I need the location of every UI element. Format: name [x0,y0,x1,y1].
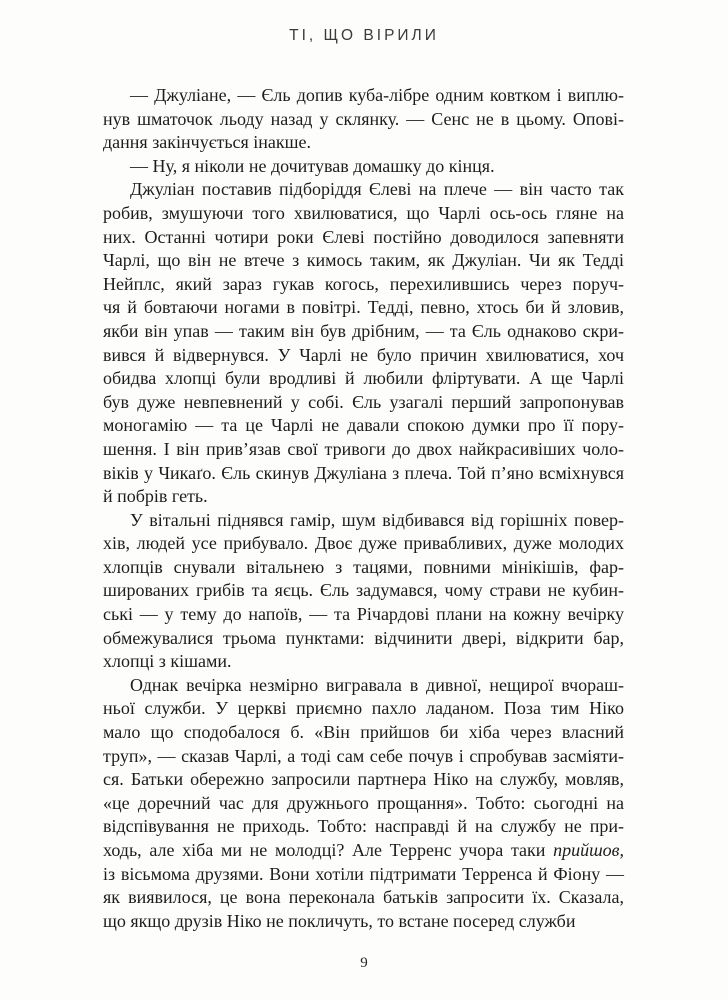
text-line [103,674,624,698]
text-line [103,697,624,721]
text-line [103,532,624,556]
text-line [103,391,624,415]
paragraph [103,509,624,674]
text-line [103,178,624,202]
text-line [103,839,624,863]
text-run: Джуліан поставив підборіддя Єлеві на плече — він часто так [130,179,624,200]
text-line [103,320,624,344]
text-line [103,627,624,651]
text-run: ся. Батьки обережно запросили партнера Ніко на службу, мовляв, [103,769,624,790]
text-run: із вісьмома друзями. Вони хотіли підтримати Терренса й Фіону — [103,863,624,884]
text-run: робив, змушуючи того хвилюватися, що Чарлі ось-ось гляне на [103,202,624,223]
text-line [103,863,624,887]
text-line [103,910,624,934]
text-run: — Ну, я ніколи не дочитував домашку до кінця. [130,155,495,176]
text-line [103,108,624,132]
paragraph [103,178,624,508]
text-run: них. Останні чотири роки Єлеві постійно доводилося запевняти [103,226,624,247]
text-line [103,815,624,839]
text-line [103,886,624,910]
text-line [103,367,624,391]
text-run: «це доречний час для дружнього прощання». Тобто: сьогодні на [103,792,624,813]
text-line [103,721,624,745]
text-line [103,84,624,108]
text-run: що якщо друзів Ніко не покличуть, то встане посеред служби [103,910,576,931]
text-line [103,296,624,320]
text-line [103,155,624,179]
text-run: як виявилося, це вона переконала батьків запросити їх. Сказала, [103,887,624,908]
text-line [103,650,624,674]
page-number: 9 [360,955,368,971]
text-run: хів, людей усе прибувало. Двоє дуже привабливих, дуже молодих [103,533,624,554]
text-run: шення. І він прив’язав свої тривоги до двох найкрасивіших чоло- [103,438,624,459]
text-run: чя й бовтаючи ногами в повітрі. Тедді, певно, хтось би й зловив, [103,297,624,318]
text-run: ходь, але хіба ми не молодці? Але Терренс учора таки [103,840,554,860]
text-line [103,344,624,368]
text-line [103,768,624,792]
text-run: хлопців снували вітальнею з тацями, повними мінікішів, фар- [103,556,624,577]
text-line [103,414,624,438]
text-line [103,202,624,226]
text-line [103,556,624,580]
text-run: вився й відвернувся. У Чарлі не було причин хвилюватися, хоч [103,344,624,365]
text-line [103,792,624,816]
italic-text-run: прийшов, [553,840,624,860]
paragraph [103,84,624,155]
text-run: шированих грибів та яєць. Єль задумався, чому страви не кубин- [103,580,624,601]
text-run: Однак вечірка незмірно вигравала в дивної, нещирої вчораш- [130,674,624,695]
paragraph [103,674,624,934]
text-run: обидва хлопці були вродливі й любили фліртувати. А ще Чарлі [103,368,624,389]
text-line [103,462,624,486]
text-line [103,273,624,297]
text-run: мало що сподобалося б. «Він прийшов би хіба через власний [103,722,624,743]
text-run: ські — у тему до напоїв, — та Річардові плани на кожну вечірку [103,604,624,625]
text-run: якби він упав — таким він був дрібним, — та Єль однаково скри- [103,320,624,341]
text-line [103,226,624,250]
text-line [103,745,624,769]
paragraph [103,155,624,179]
text-line [103,249,624,273]
body-text-column [103,84,624,933]
text-line [103,579,624,603]
text-run: У вітальні піднявся гамір, шум відбивався від горішніх повер- [130,509,624,530]
text-line [103,603,624,627]
text-run: відспівування не приходь. Тобто: насправді й на службу не при- [103,816,624,837]
text-run: нув шматочок льоду назад у склянку. — Сенс не в цьому. Опові- [103,108,624,129]
text-run: моногамію — та це Чарлі не давали спокою думки про її пору- [103,415,624,436]
text-line [103,438,624,462]
text-line [103,509,624,533]
text-run: був дуже невпевнений у собі. Єль узагалі перший запропонував [103,391,624,412]
text-line [103,131,624,155]
text-run: дання закінчується інакше. [103,132,312,153]
text-run: Нейплс, який зараз гукав когось, перехилившись через поруч- [103,273,624,294]
text-line [103,485,624,509]
text-run: обмежувалися трьома пунктами: відчинити двері, відкрити бар, [103,627,624,648]
text-run: віків у Чикаґо. Єль скинув Джуліана з плеча. Той п’яно всміхнувся [103,462,624,483]
text-run: труп», — сказав Чарлі, а тоді сам себе почув і спробував засміяти- [103,745,624,766]
text-run: хлопці з кішами. [103,651,232,672]
text-run: — Джуліане, — Єль допив куба-лібре одним ковтком і виплю- [130,85,624,105]
running-header: ТІ, ЩО ВІРИЛИ [289,27,439,44]
text-run: й побрів геть. [103,486,208,507]
text-run: ньої служби. У церкві приємно пахло ладаном. Поза тим Ніко [103,698,624,719]
text-run: Чарлі, що він не втече з кимось таким, як Джуліан. Чи як Тедді [103,250,624,271]
